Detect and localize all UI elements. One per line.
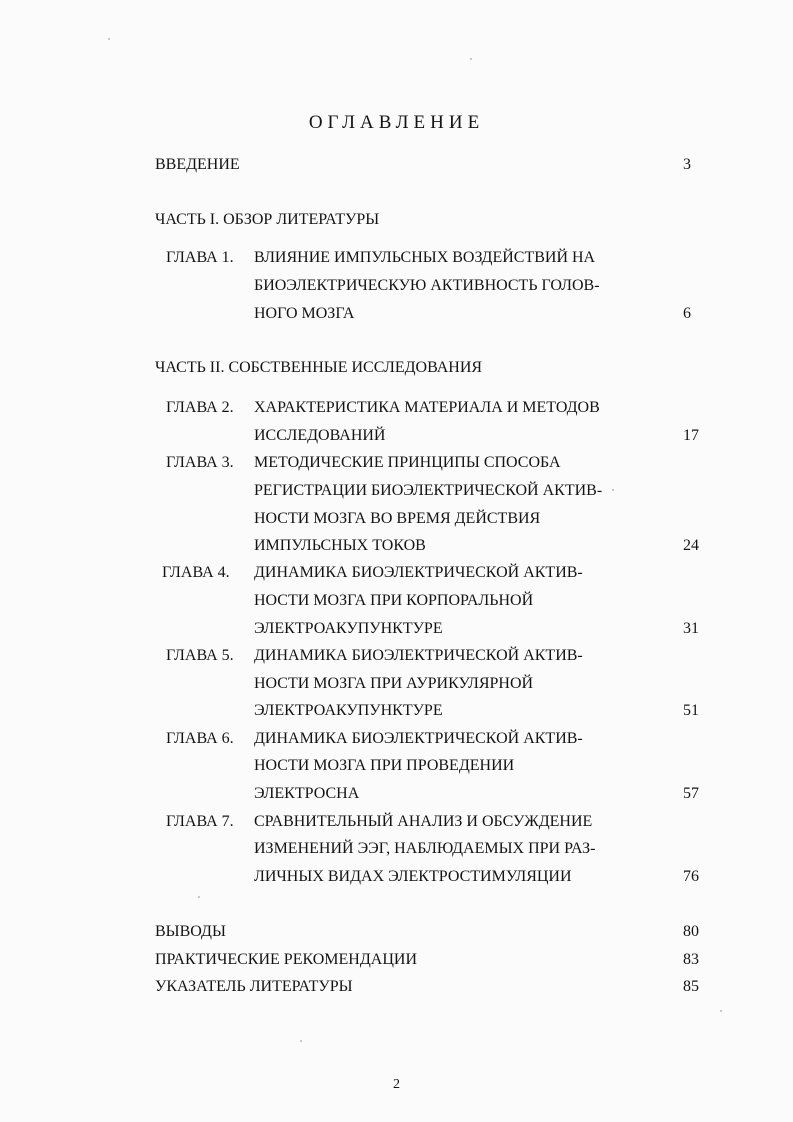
toc-entry-label: ВЫВОДЫ: [155, 923, 226, 940]
chapter-title-line: НОСТИ МОЗГА ПРИ ПРОВЕДЕНИИ: [254, 757, 515, 774]
chapter-title-line: ХАРАКТЕРИСТИКА МАТЕРИАЛА И МЕТОДОВ: [254, 399, 600, 416]
chapter-title-line: БИОЭЛЕКТРИЧЕСКУЮ АКТИВНОСТЬ ГОЛОВ-: [254, 277, 600, 294]
toc-page-number: 24: [683, 537, 699, 554]
scan-speck: [198, 896, 200, 898]
chapter-title-line: ИЗМЕНЕНИЙ ЭЭГ, НАБЛЮДАЕМЫХ ПРИ РАЗ-: [254, 840, 596, 857]
chapter-title-line: ДИНАМИКА БИОЭЛЕКТРИЧЕСКОЙ АКТИВ-: [254, 730, 583, 747]
chapter-label: ГЛАВА 6.: [166, 730, 234, 747]
chapter-title-line: ДИНАМИКА БИОЭЛЕКТРИЧЕСКОЙ АКТИВ-: [254, 647, 583, 664]
toc-page-number: 80: [683, 923, 699, 940]
toc-entry-label: УКАЗАТЕЛЬ ЛИТЕРАТУРЫ: [155, 978, 353, 995]
chapter-label: ГЛАВА 5.: [166, 647, 234, 664]
chapter-label: ГЛАВА 3.: [166, 454, 234, 471]
toc-page-number: 3: [683, 156, 691, 173]
chapter-label: ГЛАВА 2.: [166, 399, 234, 416]
chapter-title-line: НОСТИ МОЗГА ПРИ АУРИКУЛЯРНОЙ: [254, 675, 534, 692]
chapter-title-line: ЭЛЕКТРОСНА: [254, 785, 360, 802]
toc-page-number: 6: [683, 305, 691, 322]
toc-page-number: 57: [683, 785, 699, 802]
chapter-title-line: ВЛИЯНИЕ ИМПУЛЬСНЫХ ВОЗДЕЙСТВИЙ НА: [254, 249, 596, 266]
scan-speck: [720, 1010, 722, 1012]
chapter-title-line: НОСТИ МОЗГА ПРИ КОРПОРАЛЬНОЙ: [254, 592, 534, 609]
chapter-label: ГЛАВА 7.: [166, 813, 234, 830]
chapter-title-line: ДИНАМИКА БИОЭЛЕКТРИЧЕСКОЙ АКТИВ-: [254, 564, 583, 581]
scan-speck: [612, 489, 614, 491]
chapter-title-line: СРАВНИТЕЛЬНЫЙ АНАЛИЗ И ОБСУЖДЕНИЕ: [254, 813, 593, 830]
chapter-title-line: МЕТОДИЧЕСКИЕ ПРИНЦИПЫ СПОСОБА: [254, 454, 561, 471]
chapter-title-line: ИССЛЕДОВАНИЙ: [254, 427, 386, 444]
toc-page-number: 17: [683, 427, 699, 444]
toc-page-number: 83: [683, 951, 699, 968]
toc-entry-label: ВВЕДЕНИЕ: [155, 156, 240, 173]
chapter-title-line: НОСТИ МОЗГА ВО ВРЕМЯ ДЕЙСТВИЯ: [254, 510, 541, 527]
scan-speck: [470, 58, 472, 60]
chapter-title-line: ЭЛЕКТРОАКУПУНКТУРЕ: [254, 702, 443, 719]
part-heading: ЧАСТЬ I. ОБЗОР ЛИТЕРАТУРЫ: [155, 211, 380, 228]
chapter-title-line: НОГО МОЗГА: [254, 305, 355, 322]
page-title: ОГЛАВЛЕНИЕ: [308, 112, 485, 133]
chapter-title-line: РЕГИСТРАЦИИ БИОЭЛЕКТРИЧЕСКОЙ АКТИВ-: [254, 482, 603, 499]
toc-page-number: 76: [683, 868, 699, 885]
scan-speck: [300, 1040, 302, 1042]
chapter-label: ГЛАВА 1.: [166, 249, 234, 266]
toc-page-number: 51: [683, 702, 699, 719]
chapter-title-line: ИМПУЛЬСНЫХ ТОКОВ: [254, 537, 426, 554]
chapter-label: ГЛАВА 4.: [162, 564, 230, 581]
scan-speck: [108, 38, 110, 40]
chapter-title-line: ЛИЧНЫХ ВИДАХ ЭЛЕКТРОСТИМУЛЯЦИИ: [254, 868, 572, 885]
toc-page-number: 31: [683, 620, 699, 637]
toc-entry-label: ПРАКТИЧЕСКИЕ РЕКОМЕНДАЦИИ: [155, 951, 417, 968]
toc-page-number: 85: [683, 978, 699, 995]
part-heading: ЧАСТЬ II. СОБСТВЕННЫЕ ИССЛЕДОВАНИЯ: [155, 359, 483, 376]
chapter-title-line: ЭЛЕКТРОАКУПУНКТУРЕ: [254, 620, 443, 637]
page-number: 2: [393, 1077, 400, 1092]
